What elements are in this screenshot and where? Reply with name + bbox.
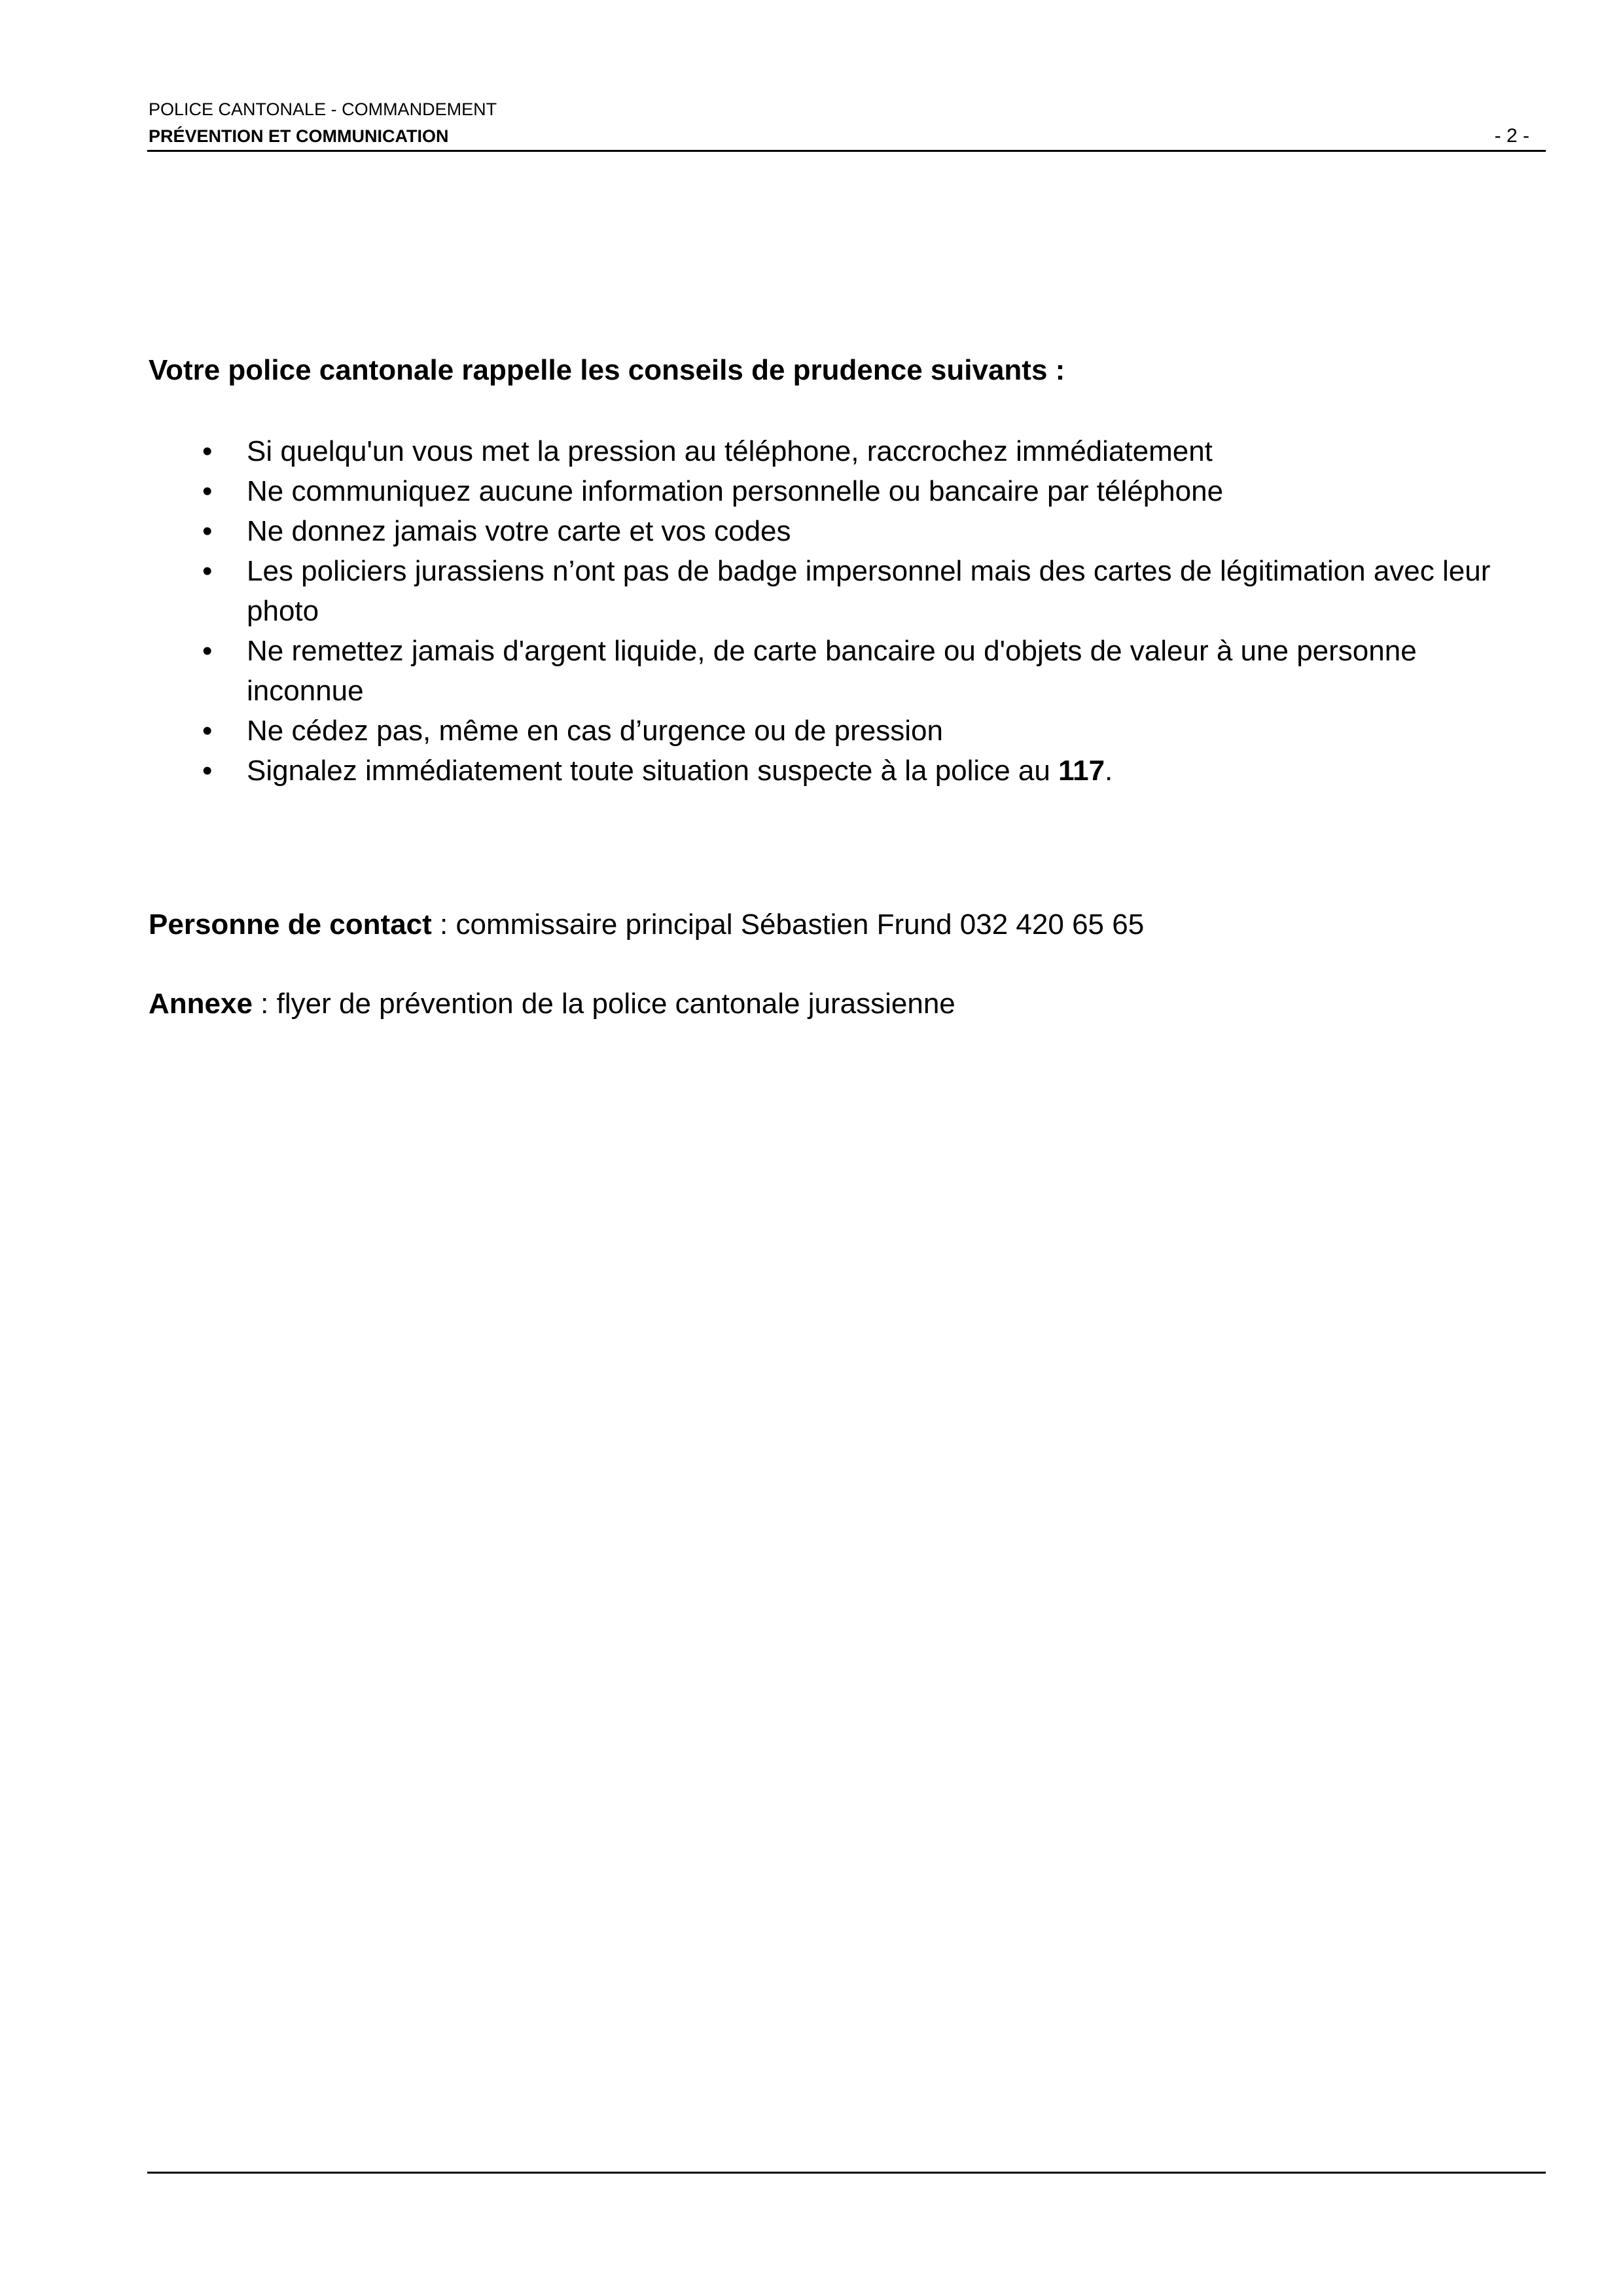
- emergency-number: 117: [1058, 755, 1105, 787]
- advice-item: [149, 551, 1536, 631]
- contact-value: commissaire principal Sébastien Frund 032 420 65 65: [455, 908, 1145, 941]
- contact-line: [149, 908, 1144, 942]
- bullet-icon: •: [202, 515, 213, 547]
- bullet-icon: •: [202, 635, 213, 667]
- bullet-icon: •: [202, 475, 213, 507]
- header-organization: POLICE CANTONALE - COMMANDEMENT: [149, 99, 497, 119]
- annex-label: Annexe: [149, 988, 253, 1020]
- page-number: - 2 -: [1494, 125, 1529, 147]
- advice-item-text: Signalez immédiatement toute situation suspecte à la police au: [247, 755, 1059, 787]
- advice-list: [149, 431, 1536, 791]
- bullet-icon: •: [202, 755, 213, 787]
- advice-item-suffix: .: [1105, 755, 1113, 787]
- advice-item: [149, 711, 1536, 751]
- advice-item: [149, 511, 1536, 551]
- annex-separator: :: [252, 988, 277, 1020]
- advice-item-text: Les policiers jurassiens n’ont pas de badge impersonnel mais des cartes de légitimation avec leur photo: [247, 555, 1491, 627]
- advice-item-text: Si quelqu'un vous met la pression au téléphone, raccrochez immédiatement: [247, 435, 1213, 467]
- advice-item: [149, 751, 1536, 791]
- advice-item: [149, 631, 1536, 711]
- bullet-icon: •: [202, 435, 213, 467]
- advice-item-text: Ne remettez jamais d'argent liquide, de carte bancaire ou d'objets de valeur à une personne inconnue: [247, 635, 1417, 707]
- advice-item: [149, 471, 1536, 511]
- header-divider: [147, 150, 1546, 152]
- annex-line: [149, 987, 955, 1021]
- footer-divider: [147, 2172, 1546, 2174]
- annex-value: flyer de prévention de la police cantonale jurassienne: [276, 988, 955, 1020]
- bullet-icon: •: [202, 555, 213, 587]
- contact-separator: :: [431, 908, 456, 941]
- bullet-icon: •: [202, 715, 213, 747]
- advice-item: [149, 431, 1536, 471]
- advice-item-text: Ne donnez jamais votre carte et vos codes: [247, 515, 791, 547]
- advice-item-text: Ne communiquez aucune information personnelle ou bancaire par téléphone: [247, 475, 1224, 507]
- contact-label: Personne de contact: [149, 908, 432, 941]
- header-department: PRÉVENTION ET COMMUNICATION: [149, 126, 449, 146]
- advice-item-text: Ne cédez pas, même en cas d’urgence ou de pression: [247, 715, 943, 747]
- advice-heading: Votre police cantonale rappelle les conseils de prudence suivants :: [149, 354, 1065, 386]
